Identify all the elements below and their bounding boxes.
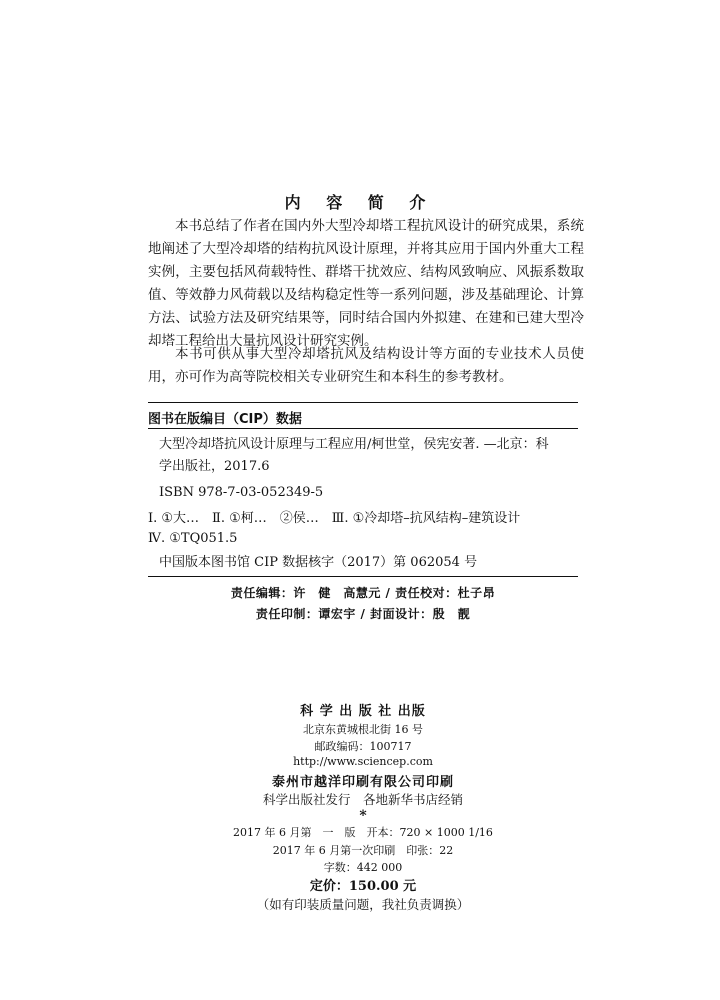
summary-text-1: 本书总结了作者在国内外大型冷却塔工程抗风设计的研究成果，系统地阐述了大型冷却塔的结构抗风设计原理，并将其应用于国内外重大工程实例，主要包括风荷载特性、群塔干扰效应、结构风致响应、风振系数取值、等效静力风荷载以及结构稳定性等一系列问题，涉及基础理论、计算方法、试验方法及研究结果等，同时结合国内外拟建、在建和已建大型冷却塔工程给出大量抗风设计研究实例。 bbox=[148, 218, 584, 349]
cip-number: 中国版本图书馆 CIP 数据核字（2017）第 062054 号 bbox=[159, 555, 478, 570]
quality-note: （如有印装质量问题，我社负责调换） bbox=[256, 897, 470, 912]
price: 定价：150.00 元 bbox=[309, 879, 417, 894]
printing-info: 2017 年 6 月第一次印刷 印张：22 bbox=[272, 844, 454, 857]
printer-name: 泰州市越洋印刷有限公司印刷 bbox=[271, 775, 454, 790]
separator-star: * bbox=[359, 808, 367, 824]
cip-bibliographic-line-2: 学出版社，2017.6 bbox=[159, 459, 270, 474]
cip-classification-line-1: Ⅰ. ①大… Ⅱ. ①柯… ②侯… Ⅲ. ①冷却塔–抗风结构–建筑设计 bbox=[148, 511, 521, 526]
cip-classification-line-2: Ⅳ. ①TQ051.5 bbox=[148, 531, 238, 546]
cip-heading: 图书在版编目（CIP）数据 bbox=[148, 412, 302, 427]
edition-info: 2017 年 6 月第 一 版 开本：720 × 1000 1/16 bbox=[233, 826, 493, 839]
divider-bottom bbox=[148, 576, 578, 577]
website: http://www.sciencep.com bbox=[293, 755, 433, 768]
postcode: 邮政编码：100717 bbox=[314, 740, 412, 753]
divider-top bbox=[148, 402, 578, 403]
summary-paragraph-1 bbox=[148, 215, 584, 353]
publisher-name: 科 学 出 版 社 出版 bbox=[300, 704, 426, 719]
summary-paragraph-2 bbox=[148, 343, 584, 389]
page-title: 内 容 简 介 bbox=[284, 193, 436, 212]
cip-bibliographic-line-1: 大型冷却塔抗风设计原理与工程应用/柯世堂，侯宪安著. —北京：科 bbox=[159, 437, 549, 452]
publisher-address: 北京东黄城根北街 16 号 bbox=[303, 723, 423, 736]
cip-isbn: ISBN 978-7-03-052349-5 bbox=[159, 485, 324, 500]
divider-cip bbox=[148, 428, 578, 429]
credits-line-1: 责任编辑：许 健 高慧元 / 责任校对：杜子昂 bbox=[230, 586, 496, 600]
summary-text-2: 本书可供从事大型冷却塔抗风及结构设计等方面的专业技术人员使用，亦可作为高等院校相关专业研究生和本科生的参考教材。 bbox=[148, 346, 584, 385]
credits-line-2: 责任印制：谭宏宇 / 封面设计：殷 靓 bbox=[255, 607, 471, 621]
word-count: 字数：442 000 bbox=[323, 861, 403, 874]
distribution: 科学出版社发行 各地新华书店经销 bbox=[262, 792, 463, 807]
